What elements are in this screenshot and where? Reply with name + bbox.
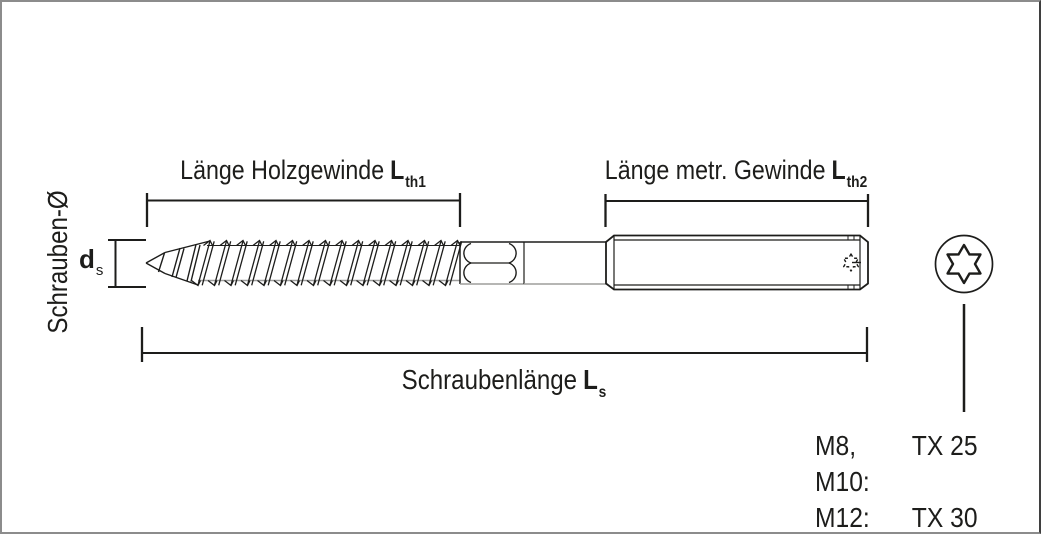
hex-drive-section — [460, 242, 524, 284]
wood-thread-length-label — [180, 155, 426, 191]
metric-thread — [606, 236, 868, 290]
drive-size-row — [815, 428, 978, 500]
wood-thread-dimension-line — [147, 193, 460, 227]
wood-thread-length-subscript: th1 — [405, 174, 426, 191]
metric-thread-length-symbol: L — [831, 155, 846, 185]
screw-length-dimension-line — [142, 327, 867, 362]
screw-length-text: Schraubenlänge — [401, 364, 578, 395]
diameter-dimension — [108, 240, 146, 287]
drive-size-m12: M12: — [815, 502, 870, 533]
screw-length-subscript: s — [598, 384, 607, 401]
wood-thread-length-symbol: L — [390, 155, 405, 185]
metric-thread-length-text: Länge metr. Gewinde — [604, 155, 826, 185]
screw-length-symbol: L — [583, 364, 598, 395]
screw-diameter-text: Schrauben-Ø — [42, 190, 73, 334]
torx-recess-hint-icon — [844, 254, 861, 271]
wood-thread — [146, 241, 462, 286]
screw-side-view — [146, 236, 868, 290]
metric-thread-length-subscript: th2 — [846, 174, 868, 191]
diameter-symbol-label — [79, 244, 104, 279]
wood-thread-length-text: Länge Holzgewinde — [180, 155, 385, 185]
drive-size-row — [815, 500, 978, 534]
drive-value-tx25: TX 25 — [911, 430, 978, 461]
screw-length-label — [401, 364, 607, 401]
metric-thread-length-label — [604, 155, 868, 191]
metric-thread-dimension-line — [606, 194, 869, 227]
torx-drive-note — [815, 428, 978, 534]
drive-size-m8-m10: M8, M10: — [815, 430, 870, 497]
plain-shank — [524, 242, 606, 284]
drive-value-tx30: TX 30 — [911, 502, 978, 533]
torx-end-view-icon — [936, 236, 993, 293]
screw-diameter-axis-label — [44, 190, 72, 333]
diameter-subscript: s — [95, 262, 104, 279]
diameter-symbol: d — [79, 244, 95, 274]
